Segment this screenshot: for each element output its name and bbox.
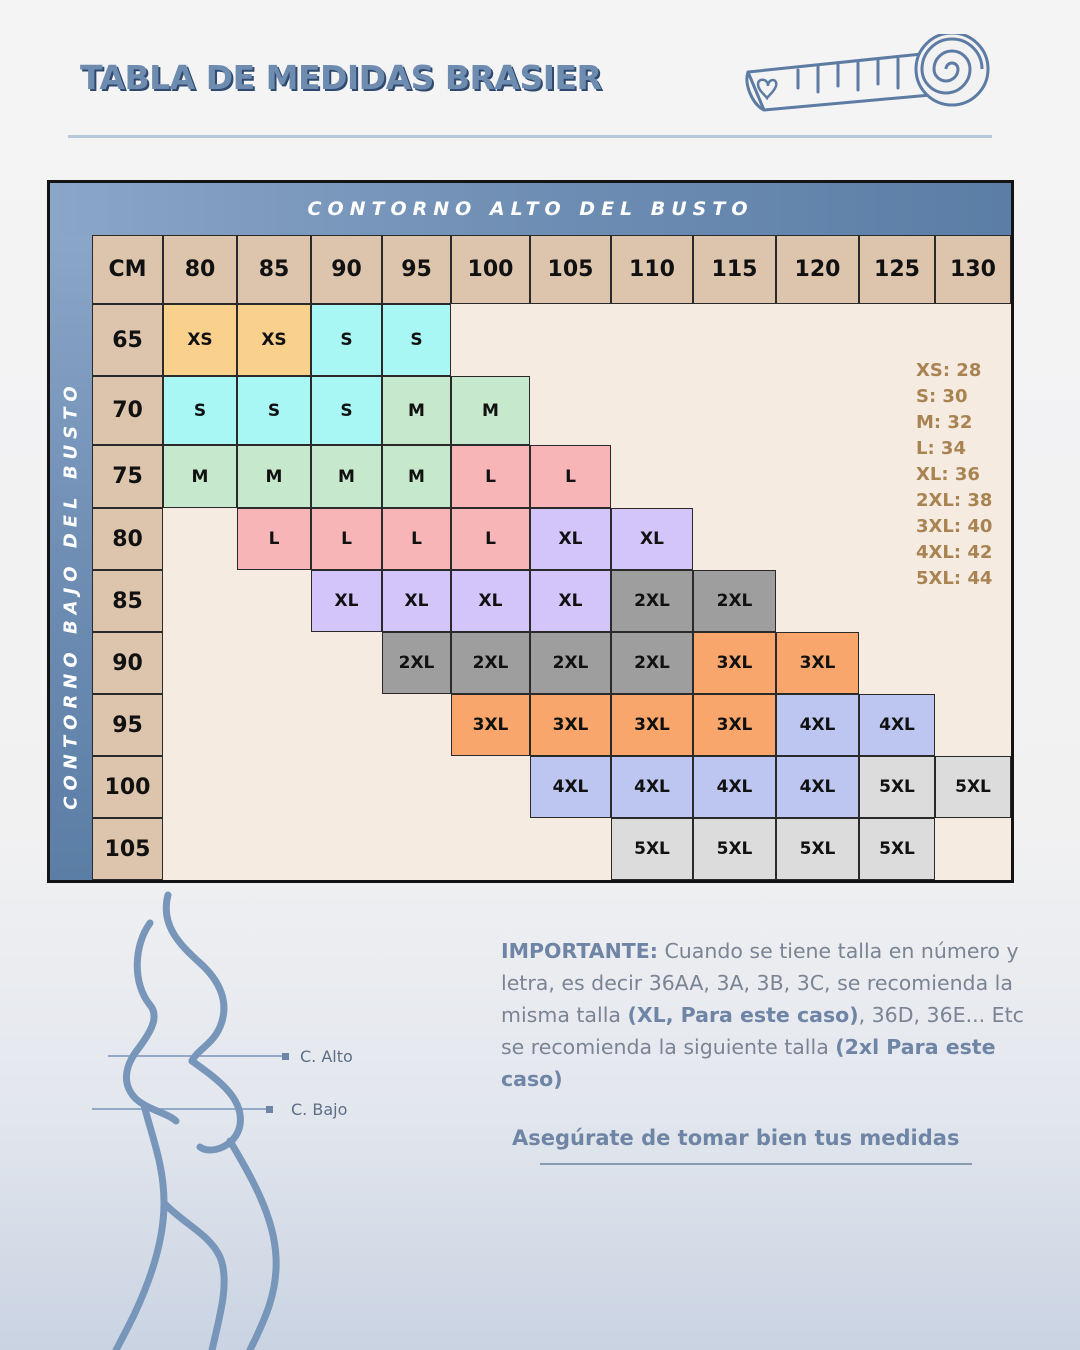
legend-item: XL: 36 xyxy=(916,464,980,485)
size-cell: S xyxy=(163,376,237,445)
label-c-bajo: C. Bajo xyxy=(291,1100,348,1119)
size-cell: 3XL xyxy=(611,694,693,756)
legend-item: 4XL: 42 xyxy=(916,542,993,563)
size-cell: 3XL xyxy=(693,632,776,694)
size-cell: 5XL xyxy=(776,818,859,880)
size-cell: XS xyxy=(163,304,237,376)
size-cell: S xyxy=(382,304,451,376)
size-cell: 5XL xyxy=(611,818,693,880)
note-text-1: Cuando se tiene talla en número y letra, es decir 36AA, 3A, 3B, 3C, se recomienda la misma talla xyxy=(501,939,1019,1027)
legend-item: S: 30 xyxy=(916,386,968,407)
column-header-cell: 115 xyxy=(693,235,776,304)
legend-item: 2XL: 38 xyxy=(916,490,993,511)
size-cell: M xyxy=(311,445,382,508)
column-header-cell: 85 xyxy=(237,235,311,304)
size-cell: XL xyxy=(311,570,382,632)
measuring-tape-icon xyxy=(742,34,994,118)
size-cell: L xyxy=(311,508,382,570)
size-cell: 4XL xyxy=(611,756,693,818)
size-cell: L xyxy=(382,508,451,570)
size-cell: 3XL xyxy=(530,694,611,756)
size-cell: XL xyxy=(530,508,611,570)
size-cell: 5XL xyxy=(859,756,935,818)
row-header-cell: 80 xyxy=(92,508,163,570)
corner-header-cell: CM xyxy=(92,235,163,304)
column-header-cell: 125 xyxy=(859,235,935,304)
note-text-2: , 36D, 36E... Etc se recomienda la siguiente talla xyxy=(501,1003,1024,1059)
size-cell: 2XL xyxy=(611,570,693,632)
size-cell: XL xyxy=(611,508,693,570)
size-cell: 3XL xyxy=(451,694,530,756)
legend-item: M: 32 xyxy=(916,412,973,433)
size-cell: 2XL xyxy=(530,632,611,694)
top-header-band: CONTORNO ALTO DEL BUSTO xyxy=(50,183,1011,235)
row-header-cell: 95 xyxy=(92,694,163,756)
important-note xyxy=(501,935,1041,1095)
measure-reminder: Asegúrate de tomar bien tus medidas xyxy=(512,1126,960,1150)
row-header-cell: 75 xyxy=(92,445,163,508)
note-bold-2: (2xl Para este caso) xyxy=(501,1035,996,1091)
size-cell: 5XL xyxy=(693,818,776,880)
column-header-cell: 120 xyxy=(776,235,859,304)
size-cell: 5XL xyxy=(935,756,1011,818)
row-header-cell: 90 xyxy=(92,632,163,694)
legend-item: 3XL: 40 xyxy=(916,516,993,537)
size-cell: XL xyxy=(382,570,451,632)
row-header-cell: 85 xyxy=(92,570,163,632)
row-header-cell: 105 xyxy=(92,818,163,880)
size-cell: M xyxy=(382,445,451,508)
side-header-label: CONTORNO BAJO DEL BUSTO xyxy=(60,380,82,810)
size-cell: L xyxy=(451,508,530,570)
size-cell: S xyxy=(237,376,311,445)
size-cell: 2XL xyxy=(693,570,776,632)
legend-item: XS: 28 xyxy=(916,360,982,381)
note-bold-1: (XL, Para este caso) xyxy=(627,1003,859,1027)
size-cell: S xyxy=(311,376,382,445)
size-cell: 2XL xyxy=(382,632,451,694)
size-cell: XL xyxy=(530,570,611,632)
column-header-cell: 105 xyxy=(530,235,611,304)
size-chart xyxy=(47,180,1014,883)
size-cell: L xyxy=(451,445,530,508)
size-cell: L xyxy=(530,445,611,508)
legend-item: 5XL: 44 xyxy=(916,568,993,589)
size-grid xyxy=(50,183,1011,880)
column-header-cell: 80 xyxy=(163,235,237,304)
size-cell: M xyxy=(382,376,451,445)
size-cell: L xyxy=(237,508,311,570)
size-cell: 4XL xyxy=(776,694,859,756)
page-title: TABLA DE MEDIDAS BRASIER xyxy=(80,58,602,97)
size-cell: M xyxy=(451,376,530,445)
size-cell: 4XL xyxy=(859,694,935,756)
size-cell: 4XL xyxy=(530,756,611,818)
size-cell: S xyxy=(311,304,382,376)
reminder-underline xyxy=(540,1163,972,1165)
size-cell: 3XL xyxy=(693,694,776,756)
size-cell: 4XL xyxy=(776,756,859,818)
size-cell: 5XL xyxy=(859,818,935,880)
column-header-cell: 110 xyxy=(611,235,693,304)
size-cell: M xyxy=(163,445,237,508)
size-cell: 2XL xyxy=(611,632,693,694)
legend-item: L: 34 xyxy=(916,438,966,459)
row-header-cell: 70 xyxy=(92,376,163,445)
column-header-cell: 130 xyxy=(935,235,1011,304)
label-c-alto: C. Alto xyxy=(300,1047,353,1066)
size-cell: 2XL xyxy=(451,632,530,694)
size-cell: 3XL xyxy=(776,632,859,694)
note-lead: IMPORTANTE: xyxy=(501,939,658,963)
title-divider xyxy=(68,135,992,138)
size-cell: XL xyxy=(451,570,530,632)
row-header-cell: 100 xyxy=(92,756,163,818)
column-header-cell: 90 xyxy=(311,235,382,304)
size-cell: XS xyxy=(237,304,311,376)
size-legend xyxy=(916,358,992,592)
size-cell: 4XL xyxy=(693,756,776,818)
column-header-cell: 95 xyxy=(382,235,451,304)
column-header-cell: 100 xyxy=(451,235,530,304)
size-cell: M xyxy=(237,445,311,508)
row-header-cell: 65 xyxy=(92,304,163,376)
